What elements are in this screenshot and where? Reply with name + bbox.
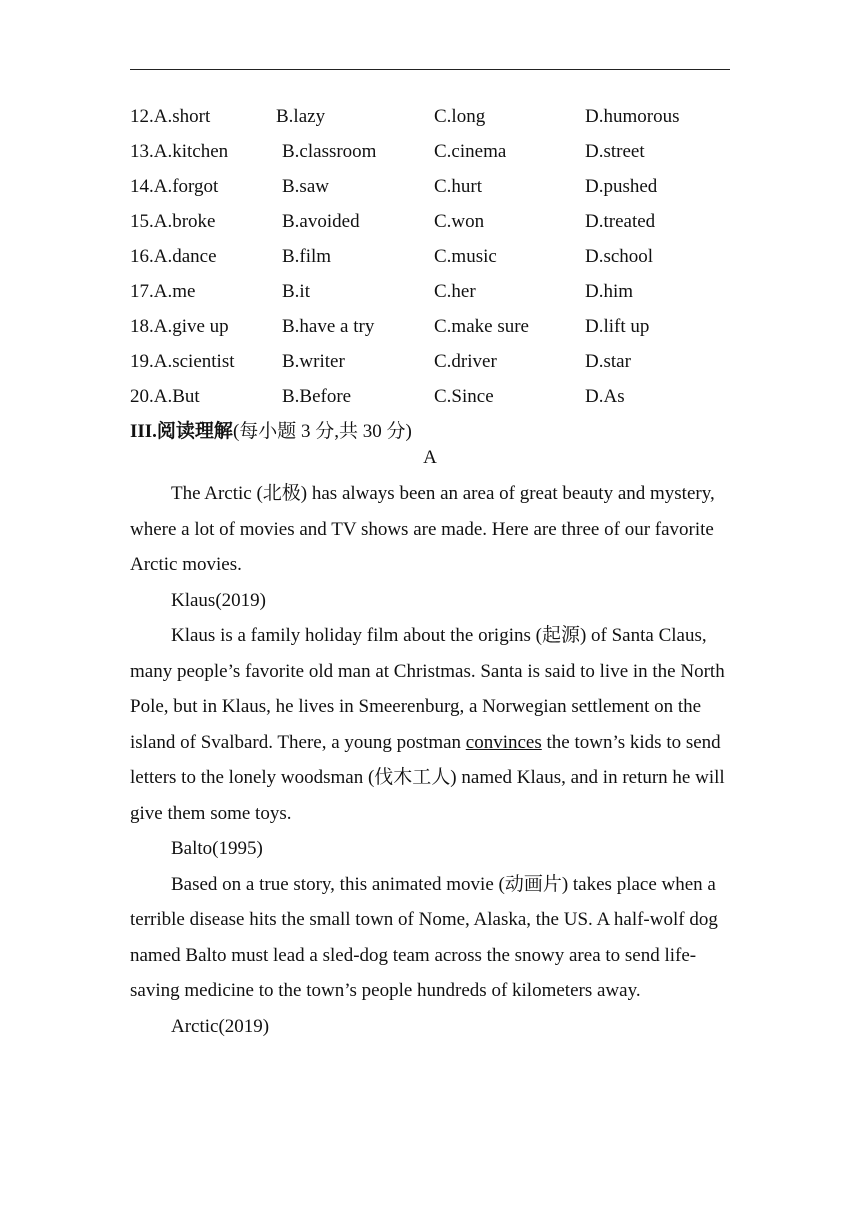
option-d: D.street	[585, 141, 645, 162]
option-c: C.won	[434, 211, 485, 232]
question-number: 18.	[130, 316, 154, 337]
option-d: D.star	[585, 351, 631, 372]
question-number: 15.	[130, 211, 154, 232]
question-18-options	[130, 313, 730, 348]
option-b: B.saw	[282, 176, 329, 197]
option-b: B.avoided	[282, 211, 360, 232]
movie-title-balto: Balto(1995)	[171, 838, 263, 859]
option-a-text: A.give up	[153, 316, 229, 337]
option-c: C.cinema	[434, 141, 507, 162]
option-d: D.pushed	[585, 176, 658, 197]
klaus-text-part-2: the town’s kids to send letters to the lonely woodsman (伐木工人) named Klaus, and in return he will give them some toys.	[130, 731, 725, 824]
option-a-text: A.forgot	[153, 176, 219, 197]
option-a	[130, 103, 210, 131]
klaus-text-part-1: Klaus is a family holiday film about the origins (起源) of Santa Claus, many people’s favorite old man at Christmas. Santa is said to live in the North Pole, but in Klaus, he lives in Smeerenburg, a Norwegian settlement on the island of Svalbard. There, a young postman	[130, 625, 725, 753]
option-c: C.hurt	[434, 176, 483, 197]
option-b: B.it	[282, 281, 310, 302]
movie-description-balto: Based on a true story, this animated movie (动画片) takes place when a terrible disease hits the small town of Nome, Alaska, the US. A half-wolf dog named Balto must lead a sled-dog team across the snowy area to send life-saving medicine to the town’s people hundreds of kilometers away.	[130, 873, 718, 1001]
option-d: D.school	[585, 246, 654, 267]
question-15-options	[130, 208, 730, 243]
option-b: B.lazy	[276, 106, 326, 127]
option-a	[130, 383, 200, 411]
movie-title-arctic: Arctic(2019)	[171, 1015, 270, 1037]
option-d: D.him	[585, 281, 634, 302]
option-c: C.driver	[434, 351, 497, 372]
question-17-options	[130, 278, 730, 313]
option-b: B.classroom	[282, 141, 377, 162]
movie-title-klaus: Klaus(2019)	[171, 589, 266, 611]
option-a	[130, 243, 217, 271]
question-number: 19.	[130, 351, 154, 372]
passage-intro: The Arctic (北极) has always been an area of great beauty and mystery, where a lot of movies and TV shows are made. Here are three of our favorite Arctic movies.	[130, 483, 715, 575]
option-c: C.Since	[434, 386, 494, 407]
option-a	[130, 313, 229, 341]
underlined-word: convinces	[465, 731, 542, 753]
option-b: B.writer	[282, 351, 345, 372]
option-a-text: A.me	[153, 281, 196, 302]
question-19-options	[130, 348, 730, 383]
option-b: B.film	[282, 246, 332, 267]
question-14-options	[130, 173, 730, 208]
passage-label: A	[423, 447, 437, 468]
option-a-text: A.dance	[153, 246, 217, 267]
option-b: B.Before	[282, 386, 352, 407]
option-a-text: A.short	[153, 106, 211, 127]
option-a	[130, 278, 195, 306]
option-a-text: A.But	[153, 386, 200, 407]
option-a	[130, 138, 228, 166]
reading-passage	[130, 476, 735, 1044]
movie-description-klaus	[130, 618, 735, 831]
option-d: D.As	[585, 386, 625, 407]
option-a-text: A.broke	[153, 211, 216, 232]
option-list	[130, 103, 730, 418]
option-a-text: A.scientist	[153, 351, 235, 372]
question-12-options	[130, 103, 730, 138]
section-scoring-note: (每小题 3 分,共 30 分)	[232, 421, 412, 442]
option-c: C.make sure	[434, 316, 529, 337]
question-number: 20.	[130, 386, 154, 407]
question-13-options	[130, 138, 730, 173]
section-title: III.阅读理解	[130, 421, 233, 442]
option-a	[130, 208, 215, 236]
header-rule	[130, 69, 730, 70]
option-d: D.treated	[585, 211, 656, 232]
question-number: 16.	[130, 246, 154, 267]
option-a-text: A.kitchen	[153, 141, 229, 162]
option-c: C.music	[434, 246, 497, 267]
question-16-options	[130, 243, 730, 278]
option-a	[130, 348, 235, 376]
question-number: 13.	[130, 141, 154, 162]
question-20-options	[130, 383, 730, 418]
question-number: 17.	[130, 281, 154, 302]
option-c: C.her	[434, 281, 476, 302]
question-number: 14.	[130, 176, 154, 197]
question-number: 12.	[130, 106, 154, 127]
section-heading	[130, 418, 412, 446]
option-c: C.long	[434, 106, 486, 127]
option-d: D.humorous	[585, 106, 680, 127]
option-d: D.lift up	[585, 316, 650, 337]
option-b: B.have a try	[282, 316, 375, 337]
option-a	[130, 173, 218, 201]
